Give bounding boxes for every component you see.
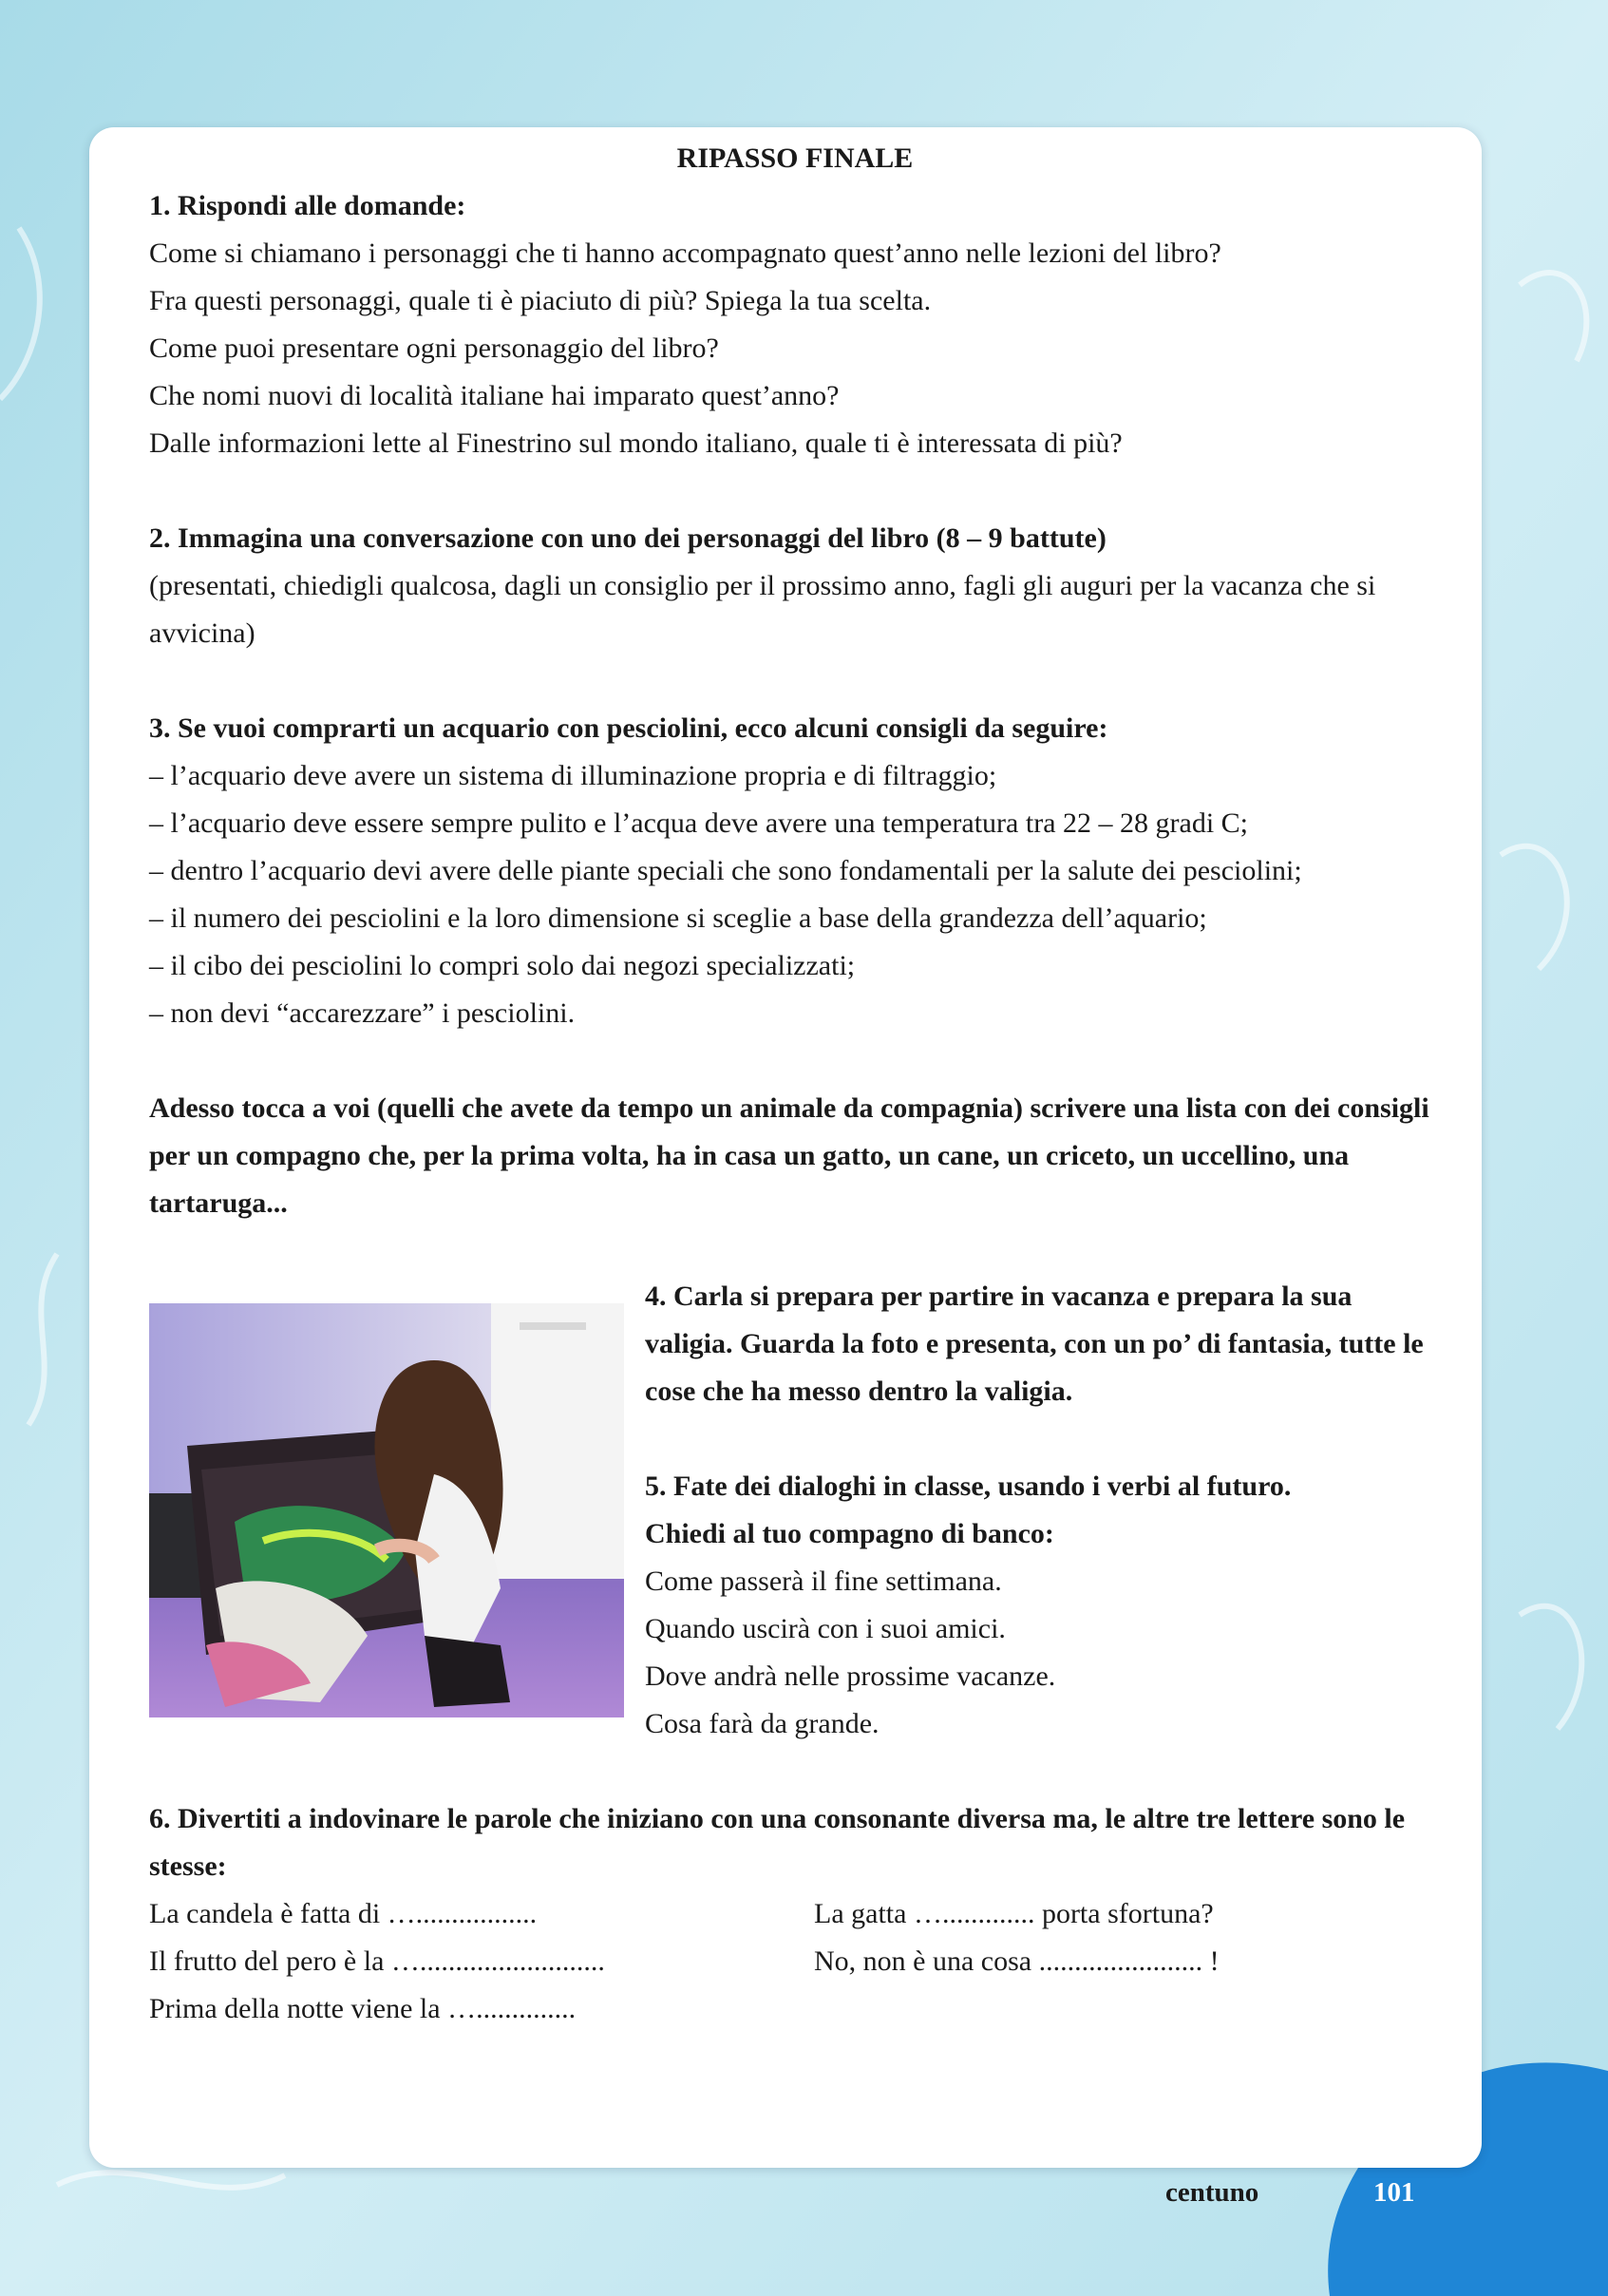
suitcase-photo [149, 1303, 624, 1717]
exercise-6-item: La candela è fatta di …................. [149, 1898, 538, 1929]
exercise-4-5-text [645, 1273, 1424, 1748]
page-number: 101 [1373, 2177, 1415, 2208]
exercise-5-heading: 5. Fate dei dialoghi in classe, usando i verbi al futuro. [645, 1471, 1292, 1502]
exercise-3-line: – il numero dei pesciolini e la loro dimensione si sceglie a base della grandezza dell’aquario; [149, 902, 1207, 934]
exercise-3-line: – il cibo dei pesciolini lo compri solo dai negozi specializzati; [149, 950, 856, 981]
exercise-5-subheading: Chiedi al tuo compagno di banco: [645, 1518, 1054, 1549]
exercise-3-task: Adesso tocca a voi (quelli che avete da tempo un animale da compagnia) scrivere una lista con dei consigli per un compagno che, per la prima volta, ha in casa un gatto, un cane, un criceto, un uccellino, una tartaruga... [149, 1092, 1429, 1219]
page-title: RIPASSO FINALE [676, 142, 914, 174]
page-content [149, 135, 1441, 2033]
exercise-1-line: Come si chiamano i personaggi che ti hanno accompagnato quest’anno nelle lezioni del libro? [149, 237, 1221, 269]
page-number-word: centuno [1165, 2177, 1259, 2208]
exercise-3-line: – l’acquario deve avere un sistema di illuminazione propria e di filtraggio; [149, 760, 997, 791]
exercise-6-item: Il frutto del pero è la ….......................... [149, 1945, 605, 1977]
exercise-3-line: – dentro l’acquario devi avere delle piante speciali che sono fondamentali per la salute dei pesciolini; [149, 855, 1302, 886]
exercise-3-line: – non devi “accarezzare” i pesciolini. [149, 997, 576, 1029]
exercise-6-heading: 6. Divertiti a indovinare le parole che iniziano con una consonante diversa ma, le altre tre lettere sono le stesse: [149, 1803, 1406, 1882]
exercise-1-line: Fra questi personaggi, quale ti è piaciuto di più? Spiega la tua scelta. [149, 285, 932, 316]
exercise-5-line: Come passerà il fine settimana. [645, 1565, 1002, 1597]
exercise-1-heading: 1. Rispondi alle domande: [149, 190, 466, 221]
exercise-5-line: Quando uscirà con i suoi amici. [645, 1613, 1006, 1644]
exercise-1-line: Come puoi presentare ogni personaggio del libro? [149, 332, 719, 364]
exercise-2-body: (presentati, chiedigli qualcosa, dagli un consiglio per il prossimo anno, fagli gli auguri per la vacanza che si avvicina) [149, 570, 1376, 649]
exercise-6-item: No, non è una cosa ....................... ! [814, 1945, 1220, 1977]
exercise-3-line: – l’acquario deve essere sempre pulito e l’acqua deve avere una temperatura tra 22 – 28 gradi C; [149, 807, 1248, 839]
exercise-6-grid [149, 1890, 1441, 2033]
exercise-4-5-block [149, 1275, 1441, 1748]
exercise-5-line: Dove andrà nelle prossime vacanze. [645, 1660, 1056, 1692]
exercise-1-line: Che nomi nuovi di località italiane hai imparato quest’anno? [149, 380, 840, 411]
exercise-5-line: Cosa farà da grande. [645, 1708, 880, 1739]
exercise-1-line: Dalle informazioni lette al Finestrino sul mondo italiano, quale ti è interessata di più? [149, 427, 1123, 459]
exercise-2-heading: 2. Immagina una conversazione con uno dei personaggi del libro (8 – 9 battute) [149, 522, 1107, 554]
exercise-6-item: Prima della notte viene la ….............. [149, 1993, 577, 2024]
exercise-3-heading: 3. Se vuoi comprarti un acquario con pesciolini, ecco alcuni consigli da seguire: [149, 712, 1108, 744]
exercise-6-item: La gatta …............. porta sfortuna? [814, 1898, 1214, 1929]
exercise-4-heading: 4. Carla si prepara per partire in vacanza e prepara la sua valigia. Guarda la foto e presenta, con un po’ di fantasia, tutte le cose che ha messo dentro la valigia. [645, 1281, 1424, 1407]
